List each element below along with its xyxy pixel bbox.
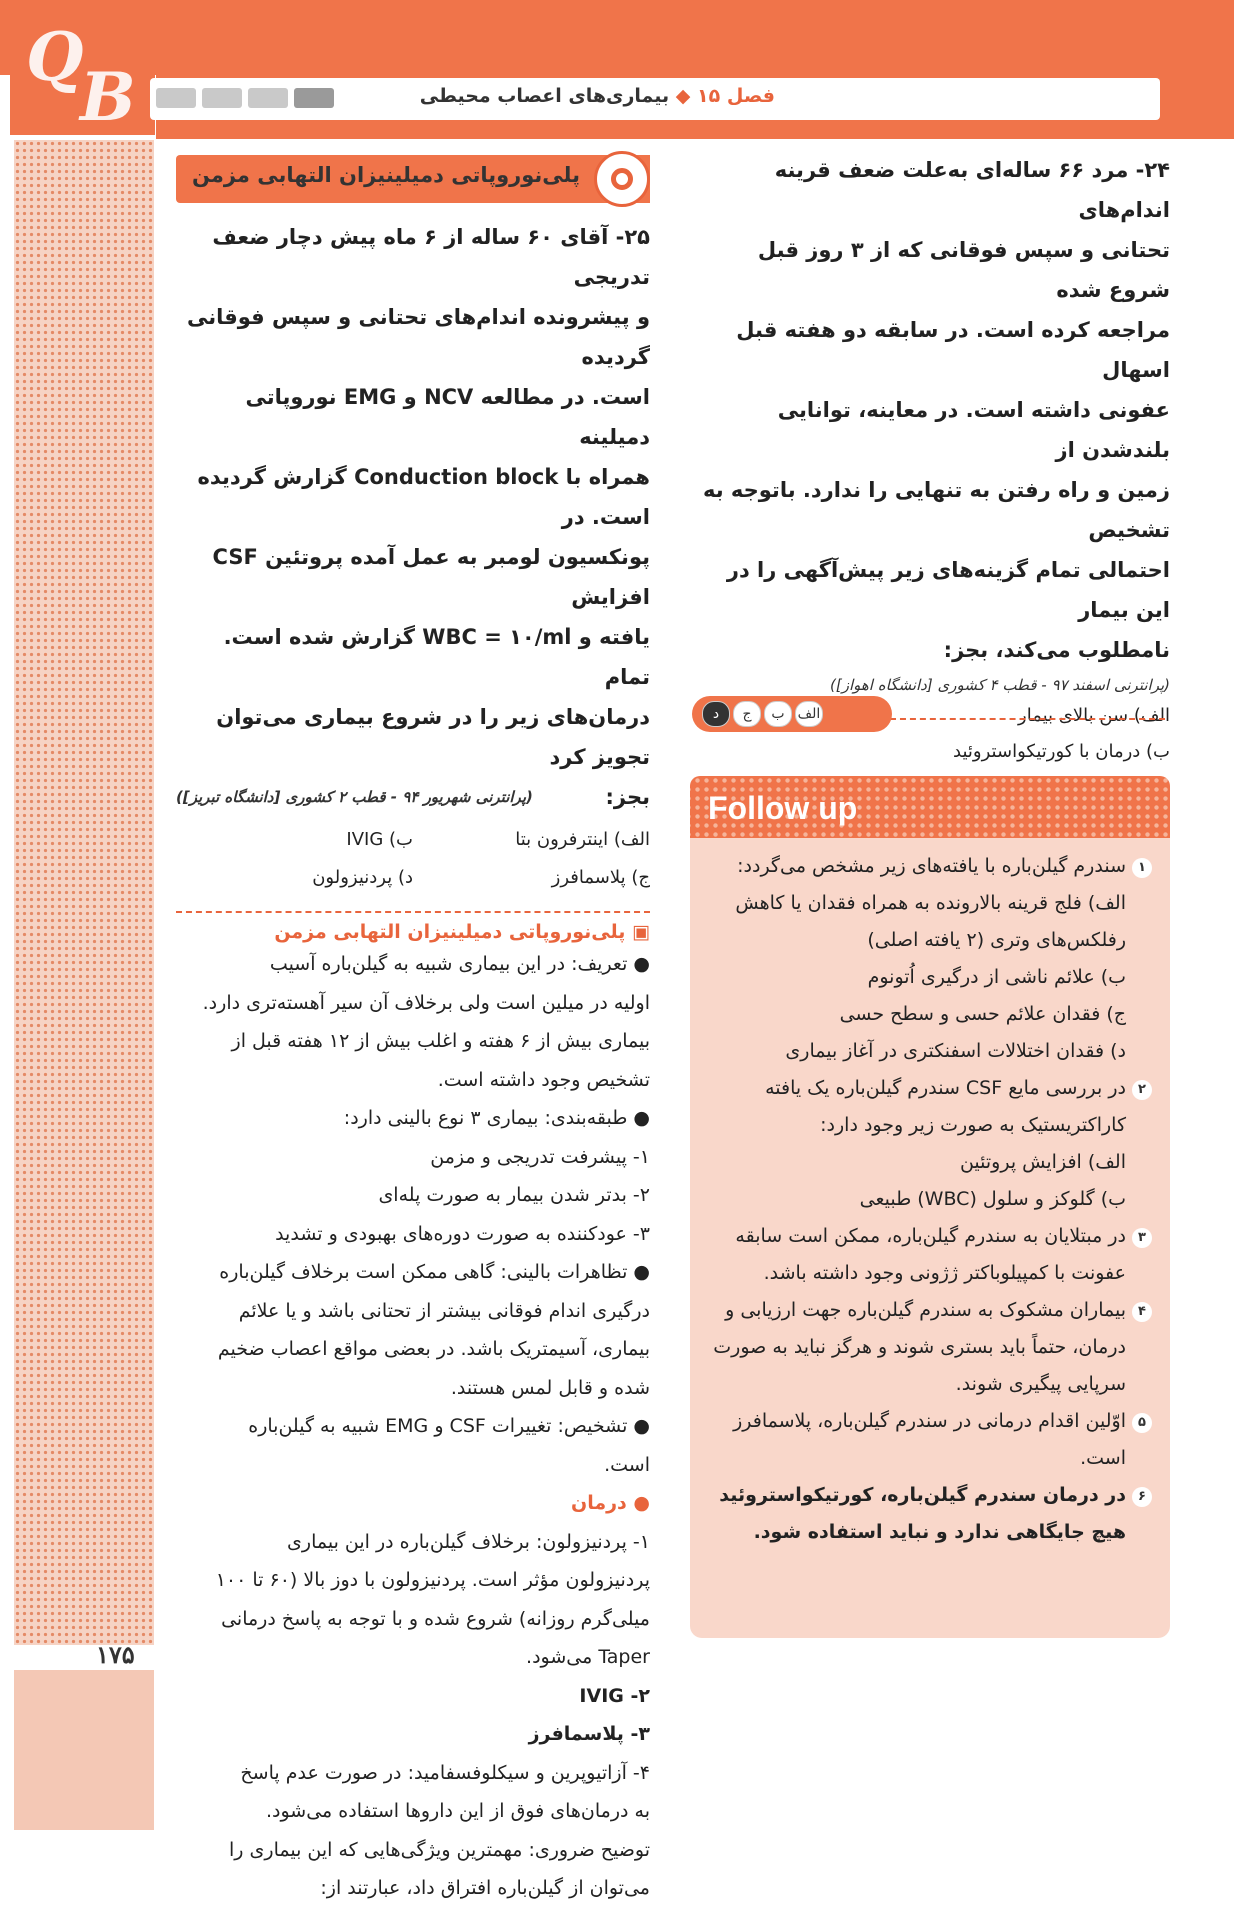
q24-source: (پرانترنی اسفند ۹۷ - قطب ۴ کشوری [دانشگاه اهواز])	[830, 676, 1170, 694]
q25-option-c: ج) پلاسمافرز	[551, 867, 650, 888]
item-sub: ج) فقدان علائم حسی و سطح حسی	[839, 1003, 1126, 1025]
q24-option-a: الف) سن بالای بیمار	[1018, 705, 1170, 726]
section-heading: پلی‌نوروپاتی دمیلینیزان التهابی مزمن	[191, 163, 580, 187]
q25-line: درمان‌های زیر را در شروع بیماری می‌توان تجویز کرد	[216, 705, 650, 769]
question-24-text	[690, 150, 1170, 670]
notes-line: پردنیزولون مؤثر است. پردنیزولون با دوز بالا (۶۰ تا ۱۰۰	[215, 1569, 650, 1591]
divider	[176, 911, 650, 913]
chapter-title: فصل ۱۵ ◆ بیماری‌های اعصاب محیطی	[419, 85, 775, 107]
notes-body	[176, 945, 650, 1908]
progress-pill	[156, 88, 196, 108]
item-sub: الف) افزایش پروتئین	[959, 1151, 1126, 1173]
q25-option-b: ب) IVIG	[346, 829, 413, 850]
item-text: سندرم گیلن‌باره با یافته‌های زیر مشخص می‌گردد:	[737, 855, 1126, 877]
notes-line: میلی‌گرم روزانه) شروع شده و با توجه به پاسخ درمانی	[221, 1607, 650, 1630]
q24-line: زمین و راه رفتن به تنهایی را ندارد. باتوجه به تشخیص	[702, 478, 1170, 542]
notes-line: ۱- پردنیزولون: برخلاف گیلن‌باره در این بیماری	[287, 1530, 650, 1553]
notes-line: ۲- بدتر شدن بیمار به صورت پله‌ای	[378, 1184, 650, 1206]
notes-line: ۳- پلاسمافرز	[528, 1723, 650, 1745]
item-number: ۶	[1132, 1487, 1152, 1507]
item-number: ۳	[1132, 1228, 1152, 1248]
item-sub: ب) علائم ناشی از درگیری اُتونوم	[867, 966, 1126, 988]
q24-line: عفونی داشته است. در معاینه، توانایی بلندشدن از	[777, 398, 1170, 462]
page-number: ۱۷۵	[96, 1640, 135, 1669]
notes-line: درگیری اندام فوقانی بیشتر از تحتانی باشد و یا علائم	[238, 1299, 650, 1322]
item-number: ۴	[1132, 1302, 1152, 1322]
chapter-name: بیماری‌های اعصاب محیطی	[419, 85, 670, 107]
q25-options	[176, 821, 650, 897]
q24-line: نامطلوب می‌کند، بجز:	[943, 638, 1170, 662]
follow-up-header	[690, 776, 1170, 838]
answer-choice-d-selected: د	[702, 701, 730, 727]
notes-line: به درمان‌های فوق از این داروها استفاده می‌شود.	[265, 1800, 650, 1822]
q24-line: مراجعه کرده است. در سابقه دو هفته قبل اسهال	[736, 318, 1170, 382]
margin-strip-bottom	[14, 1670, 154, 1830]
notes-line: ● تعریف: در این بیماری شبیه به گیلن‌باره آسیب	[269, 953, 650, 975]
chapter-bar	[150, 78, 1160, 120]
q24-line: تحتانی و سپس فوقانی که از ۳ روز قبل شروع شده	[757, 238, 1170, 302]
item-text: در بررسی مایع CSF سندرم گیلن‌باره یک یافته کاراکتریستیک به صورت زیر وجود دارد:	[765, 1077, 1126, 1136]
item-sub: ب) گلوکز و سلول (WBC) طبیعی	[859, 1188, 1126, 1210]
q25-line: است. در مطالعه NCV و EMG نوروپاتی دمیلینه	[245, 385, 650, 449]
notes-line: تشخیص وجود داشته است.	[437, 1068, 650, 1091]
square-icon: ▣	[625, 921, 650, 943]
follow-up-item	[702, 1403, 1152, 1477]
notes-line: ● تظاهرات بالینی: گاهی ممکن است برخلاف گیلن‌باره	[219, 1261, 650, 1283]
section-heading-bar	[176, 155, 650, 203]
question-25-text	[176, 217, 650, 777]
item-sub: د) فقدان اختلالات اسفنکتری در آغاز بیماری	[785, 1040, 1126, 1062]
item-text: بیماران مشکوک به سندرم گیلن‌باره جهت ارزیابی و درمان، حتماً باید بستری شوند و هرگز نباید به صورت سرپایی پیگیری شوند.	[713, 1299, 1126, 1395]
notes-line: ● درمان	[571, 1492, 650, 1514]
chapter-progress-pills	[156, 88, 334, 108]
notes-heading	[176, 921, 650, 943]
item-number: ۲	[1132, 1080, 1152, 1100]
follow-up-item	[702, 1070, 1152, 1144]
progress-pill	[294, 88, 334, 108]
q25-option-d: د) پردنیزولون	[312, 867, 413, 888]
q25-line: پونکسیون لومبر به عمل آمده پروتئین CSF افزایش	[212, 545, 650, 609]
item-number: ۵	[1132, 1413, 1152, 1433]
q25-source: (پرانترنی شهریور ۹۴ - قطب ۲ کشوری [دانشگاه تبریز])	[176, 788, 533, 806]
notes-line: توضیح ضروری: مهمترین ویژگی‌هایی که این بیماری را	[229, 1838, 650, 1861]
chapter-number: فصل ۱۵	[697, 85, 775, 107]
answer-choices	[702, 701, 823, 727]
notes-heading-text: پلی‌نوروپاتی دمیلینیزان التهابی مزمن	[274, 921, 626, 943]
progress-pill	[202, 88, 242, 108]
follow-up-item	[702, 848, 1152, 885]
follow-up-title: Follow up	[708, 790, 858, 826]
q24-line: احتمالی تمام گزینه‌های زیر پیش‌آگهی را در این بیمار	[726, 558, 1170, 622]
dotted-margin-strip	[14, 140, 154, 1645]
item-sub: الف) فلج قرینه بالارونده به همراه فقدان یا کاهش رفلکس‌های وتری (۲ یافته اصلی)	[735, 892, 1126, 951]
item-number: ۱	[1132, 858, 1152, 878]
qb-logo	[10, 0, 155, 135]
q25-option-a: الف) اینترفرون بتا	[515, 829, 650, 850]
logo-b: B	[80, 58, 136, 136]
notes-line: شده و قابل لمس هستند.	[450, 1376, 650, 1399]
notes-line: ● تشخیص: تغییرات CSF و EMG شبیه به گیلن‌باره	[248, 1415, 650, 1437]
answer-key-bar	[692, 696, 892, 732]
answer-choice-a: الف	[795, 701, 823, 727]
answer-choice-b: ب	[764, 701, 792, 727]
q25-last-line	[176, 777, 650, 817]
q25-line: ۲۵- آقای ۶۰ ساله از ۶ ماه پیش دچار ضعف تدریجی	[212, 225, 650, 289]
q25-line: و پیشرونده اندام‌های تحتانی و سپس فوقانی گردیده	[186, 305, 650, 369]
notes-line: ۳- عودکننده به صورت دوره‌های بهبودی و تشدید	[275, 1222, 650, 1245]
q25-line: همراه با Conduction block گزارش گردیده است. در	[197, 465, 650, 529]
answer-choice-c: ج	[733, 701, 761, 727]
target-icon	[594, 151, 650, 207]
q25-except: بجز:	[605, 785, 650, 809]
logo-q: Q	[26, 18, 84, 96]
notes-line: است.	[604, 1453, 650, 1476]
notes-line: اولیه در میلین است ولی برخلاف آن سیر آهسته‌تری دارد.	[202, 991, 650, 1014]
progress-pill	[248, 88, 288, 108]
notes-line: می‌توان از گیلن‌باره افتراق داد، عبارتند از:	[320, 1877, 650, 1899]
answer-divider	[890, 718, 1165, 720]
header-band	[0, 0, 1234, 75]
notes-line: ۲- IVIG	[579, 1684, 650, 1707]
notes-line: ۴- آزاتیوپرین و سیکلوفسفامید: در صورت عدم پاسخ	[240, 1761, 650, 1784]
item-text: در مبتلایان به سندرم گیلن‌باره، ممکن است سابقه عفونت با کمپیلوباکتر ژژونی وجود داشته باشد.	[735, 1225, 1126, 1284]
follow-up-item	[702, 1292, 1152, 1403]
question-25-column	[176, 155, 650, 1908]
notes-line: بیماری، آسیمتریک باشد. در بعضی مواقع اعصاب ضخیم	[217, 1338, 650, 1360]
q24-line: ۲۴- مرد ۶۶ ساله‌ای به‌علت ضعف قرینه اندام‌های	[774, 158, 1170, 222]
q24-option-b: ب) درمان با کورتیکواستروئید	[953, 741, 1170, 762]
follow-up-item	[702, 1218, 1152, 1292]
item-text: در درمان سندرم گیلن‌باره، کورتیکواستروئید هیچ جایگاهی ندارد و نباید استفاده شود.	[719, 1484, 1126, 1543]
notes-line: ۱- پیشرفت تدریجی و مزمن	[430, 1145, 650, 1168]
follow-up-box	[690, 838, 1170, 1638]
notes-line: بیماری بیش از ۶ هفته و اغلب بیش از ۱۲ هفته قبل از	[231, 1030, 650, 1052]
item-text: اوّلین اقدام درمانی در سندرم گیلن‌باره، پلاسمافرز است.	[733, 1410, 1126, 1469]
follow-up-item	[702, 1477, 1152, 1551]
notes-line: ● طبقه‌بندی: بیماری ۳ نوع بالینی دارد:	[343, 1107, 650, 1129]
follow-up-list	[702, 848, 1152, 1551]
notes-line: Taper می‌شود.	[526, 1646, 650, 1668]
q25-line: یافته و WBC = ۱۰/ml گزارش شده است. تمام	[223, 625, 650, 689]
